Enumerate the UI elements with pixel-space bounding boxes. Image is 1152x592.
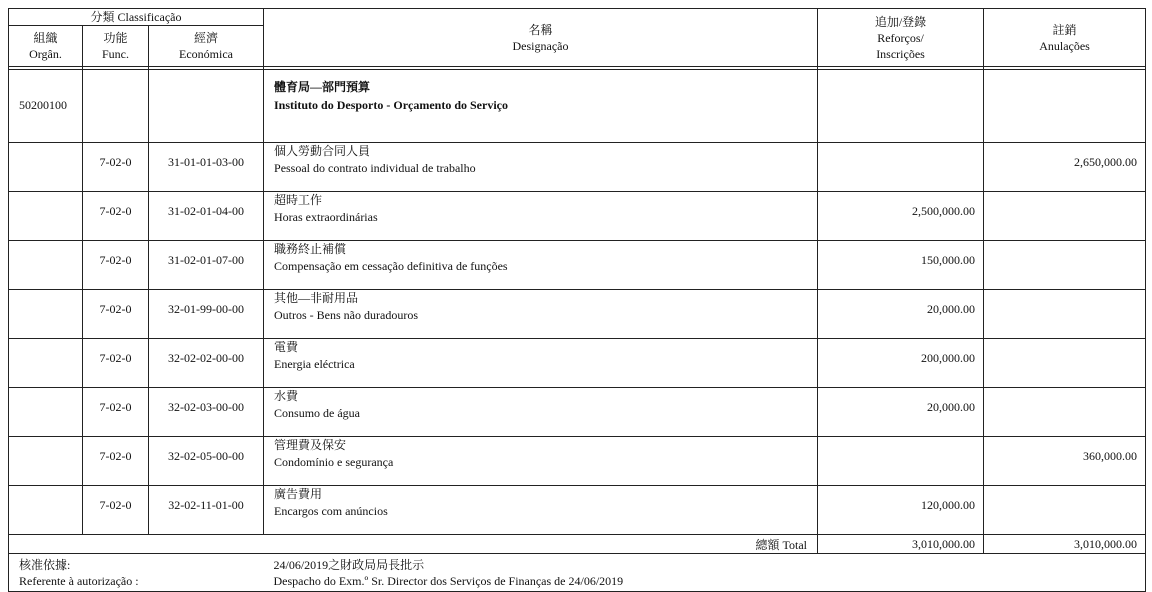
- economic-code: 31-01-01-03-00: [149, 143, 264, 192]
- organic-header: [9, 26, 83, 67]
- authorization-value: [264, 554, 1146, 592]
- functional-code: 7-02-0: [83, 486, 149, 535]
- item-reinforcements: 120,000.00: [818, 486, 984, 535]
- economic-code: 31-02-01-04-00: [149, 192, 264, 241]
- authorization-label-pt: Referente à autorização :: [19, 574, 139, 588]
- item-cancellations: [984, 486, 1146, 535]
- item-cancellations: [984, 339, 1146, 388]
- item-designation-pt: Energia eléctrica: [274, 357, 355, 371]
- item-designation-zh: 職務終止補償: [274, 242, 347, 256]
- organic-header-pt: Orgân.: [29, 47, 62, 61]
- functional-code: 7-02-0: [83, 388, 149, 437]
- item-reinforcements: [818, 143, 984, 192]
- reinforcements-header-pt1: Reforços/: [877, 30, 924, 45]
- section-title: [264, 70, 818, 143]
- item-reinforcements: 150,000.00: [818, 241, 984, 290]
- item-designation: [264, 192, 818, 241]
- item-cancellations: [984, 388, 1146, 437]
- item-cancellations: [984, 241, 1146, 290]
- total-label: 總額 Total: [264, 535, 818, 554]
- item-reinforcements: 20,000.00: [818, 290, 984, 339]
- item-designation-zh: 管理費及保安: [274, 438, 347, 452]
- economic-header: [149, 26, 264, 67]
- authorization-value-pt: Despacho do Exm.º Sr. Director dos Serviços de Finanças de 24/06/2019: [273, 574, 624, 588]
- item-designation: [264, 290, 818, 339]
- functional-code: 7-02-0: [83, 290, 149, 339]
- item-cancellations: 2,650,000.00: [984, 143, 1146, 192]
- functional-code: 7-02-0: [83, 241, 149, 290]
- item-designation-zh: 水費: [274, 389, 299, 403]
- designation-header-zh: 名稱: [528, 22, 553, 37]
- authorization-value-zh: 24/06/2019之財政局局長批示: [273, 558, 425, 572]
- item-reinforcements: 20,000.00: [818, 388, 984, 437]
- organic-cell: [9, 241, 83, 290]
- table-row: [9, 339, 1146, 388]
- organic-cell: [9, 486, 83, 535]
- section-row: [9, 70, 1146, 143]
- authorization-row: [9, 554, 1146, 592]
- item-designation-pt: Encargos com anúncios: [274, 504, 388, 518]
- total-cancellations: 3,010,000.00: [984, 535, 1146, 554]
- classification-header: 分類 Classificação: [9, 9, 264, 26]
- functional-code: 7-02-0: [83, 437, 149, 486]
- line-items: [9, 143, 1146, 535]
- section-title-pt: Instituto do Desporto - Orçamento do Serviço: [274, 98, 508, 112]
- table-row: [9, 290, 1146, 339]
- organic-code: 50200100: [9, 70, 83, 143]
- functional-header-zh: 功能: [103, 31, 128, 45]
- item-designation: [264, 143, 818, 192]
- functional-header: [83, 26, 149, 67]
- economic-code: 32-02-02-00-00: [149, 339, 264, 388]
- item-designation: [264, 486, 818, 535]
- organic-cell: [9, 143, 83, 192]
- functional-code: 7-02-0: [83, 339, 149, 388]
- authorization-label: [9, 554, 264, 592]
- organic-cell: [9, 388, 83, 437]
- item-reinforcements: 2,500,000.00: [818, 192, 984, 241]
- designation-header-pt: Designação: [512, 38, 569, 53]
- economic-header-pt: Económica: [179, 47, 233, 61]
- header-row-classification: [9, 9, 1146, 26]
- item-designation-zh: 其他—非耐用品: [274, 291, 359, 305]
- economic-code: 32-02-11-01-00: [149, 486, 264, 535]
- item-designation: [264, 241, 818, 290]
- authorization-label-zh: 核准依據:: [19, 558, 71, 572]
- reinforcements-header-zh: 追加/登錄: [874, 14, 927, 29]
- section-title-zh: 體育局—部門預算: [274, 80, 371, 94]
- organic-cell: [9, 437, 83, 486]
- economic-header-zh: 經濟: [194, 31, 219, 45]
- cancellations-header: [984, 9, 1146, 67]
- item-designation-pt: Condomínio e segurança: [274, 455, 394, 469]
- cancellations-header-zh: 註銷: [1052, 22, 1077, 37]
- table-row: [9, 143, 1146, 192]
- reinforcements-header-pt2: Inscrições: [876, 46, 925, 61]
- item-cancellations: [984, 192, 1146, 241]
- table-row: [9, 437, 1146, 486]
- table-row: [9, 192, 1146, 241]
- item-designation-zh: 超時工作: [274, 193, 323, 207]
- item-designation-pt: Pessoal do contrato individual de trabalho: [274, 161, 476, 175]
- economic-code: 32-02-05-00-00: [149, 437, 264, 486]
- economic-code: 32-02-03-00-00: [149, 388, 264, 437]
- organic-cell: [9, 192, 83, 241]
- functional-code: 7-02-0: [83, 143, 149, 192]
- functional-code: 7-02-0: [83, 192, 149, 241]
- designation-header: [264, 9, 818, 67]
- economic-code: 31-02-01-07-00: [149, 241, 264, 290]
- functional-header-pt: Func.: [102, 47, 129, 61]
- item-designation: [264, 437, 818, 486]
- table-row: [9, 241, 1146, 290]
- reinforcements-header: [818, 9, 984, 67]
- organic-cell: [9, 339, 83, 388]
- organic-cell: [9, 290, 83, 339]
- item-designation-pt: Horas extraordinárias: [274, 210, 378, 224]
- total-row: [9, 535, 1146, 554]
- item-designation: [264, 339, 818, 388]
- table-row: [9, 486, 1146, 535]
- item-designation: [264, 388, 818, 437]
- item-designation-pt: Outros - Bens não duradouros: [274, 308, 418, 322]
- item-cancellations: [984, 290, 1146, 339]
- item-reinforcements: 200,000.00: [818, 339, 984, 388]
- item-reinforcements: [818, 437, 984, 486]
- item-designation-zh: 電費: [274, 340, 299, 354]
- item-designation-pt: Consumo de água: [274, 406, 361, 420]
- item-cancellations: 360,000.00: [984, 437, 1146, 486]
- item-designation-zh: 個人勞動合同人員: [274, 144, 371, 158]
- economic-code: 32-01-99-00-00: [149, 290, 264, 339]
- budget-table: [8, 8, 1146, 592]
- item-designation-zh: 廣告費用: [274, 487, 323, 501]
- table-row: [9, 388, 1146, 437]
- total-reinforcements: 3,010,000.00: [818, 535, 984, 554]
- cancellations-header-pt: Anulações: [1039, 38, 1090, 53]
- organic-header-zh: 組織: [33, 31, 58, 45]
- item-designation-pt: Compensação em cessação definitiva de funções: [274, 259, 508, 273]
